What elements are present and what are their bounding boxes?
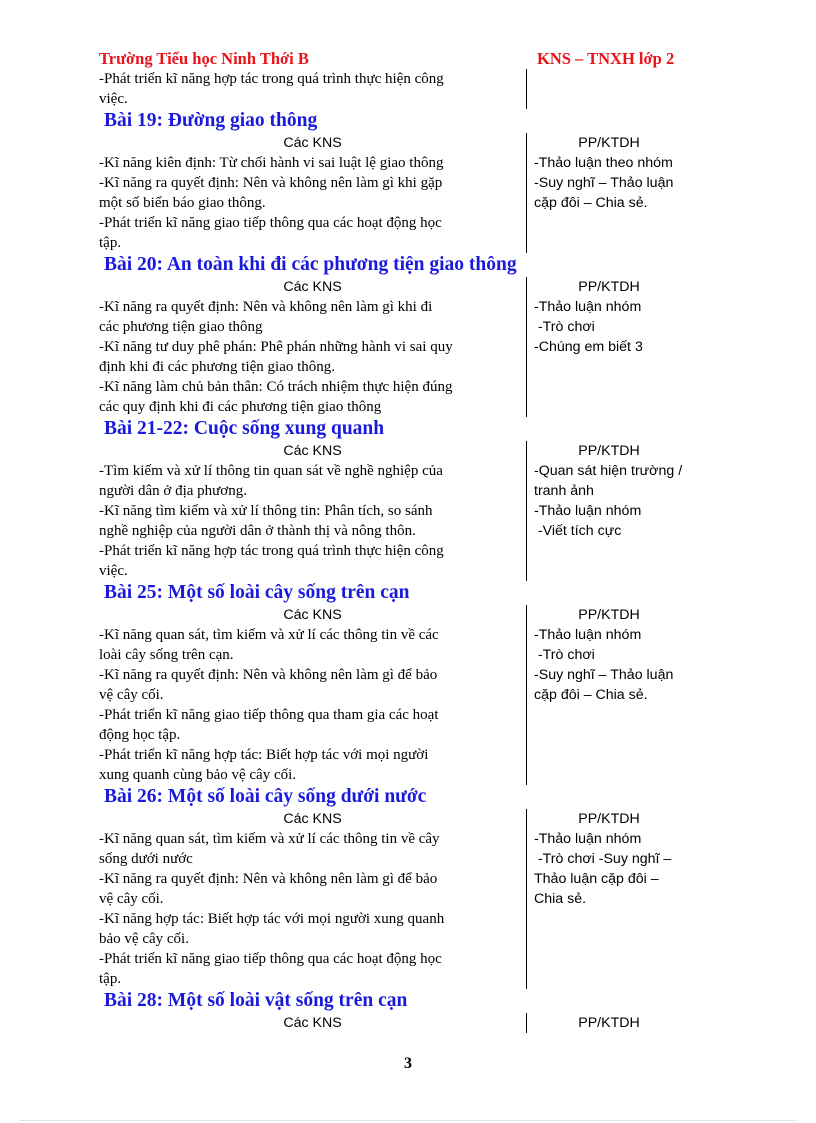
method-line: -Thảo luận nhóm: [534, 831, 642, 847]
method-column-header: PP/KTDH: [578, 811, 640, 827]
method-column-header: PP/KTDH: [578, 443, 640, 459]
kns-line: -Kĩ năng quan sát, tìm kiếm và xử lí các thông tin về cây: [99, 831, 440, 847]
kns-line: -Phát triển kĩ năng hợp tác trong quá trình thực hiện công: [99, 71, 444, 87]
method-line: -Chúng em biết 3: [534, 339, 643, 355]
lesson-content: [0, 69, 816, 1033]
kns-line: người dân ở địa phương.: [99, 483, 247, 499]
method-line: Thảo luận cặp đôi –: [534, 871, 659, 887]
kns-line: -Kĩ năng tìm kiếm và xử lí thông tin: Phân tích, so sánh: [99, 503, 433, 519]
method-line: cặp đôi – Chia sẻ.: [534, 195, 648, 211]
kns-line: -Kĩ năng hợp tác: Biết hợp tác với mọi người xung quanh: [99, 911, 445, 927]
method-line: -Trò chơi -Suy nghĩ –: [534, 851, 672, 867]
school-name: Trường Tiểu học Ninh Thới B: [99, 49, 309, 68]
kns-line: các phương tiện giao thông: [99, 319, 263, 335]
kns-line: việc.: [99, 91, 128, 107]
lesson-title: Bài 28: Một số loài vật sống trên cạn: [104, 990, 408, 1011]
subject-title: KNS – TNXH lớp 2: [537, 49, 675, 68]
kns-line: sống dưới nước: [99, 851, 193, 867]
kns-column-header: Các KNS: [283, 811, 342, 827]
kns-line: vệ cây cối.: [99, 687, 164, 703]
lesson-title: Bài 20: An toàn khi đi các phương tiện giao thông: [104, 254, 517, 275]
kns-column-header: Các KNS: [283, 607, 342, 623]
method-line: -Thảo luận nhóm: [534, 299, 642, 315]
kns-column: [99, 69, 527, 109]
method-column: [527, 809, 704, 989]
kns-line: loài cây sống trên cạn.: [99, 647, 234, 663]
method-column: [527, 605, 704, 785]
method-column: [527, 441, 704, 581]
kns-line: -Phát triển kĩ năng hợp tác: Biết hợp tác với mọi người: [99, 747, 429, 763]
kns-line: -Kĩ năng ra quyết định: Nên và không nên làm gì để bảo: [99, 667, 438, 683]
kns-column-header: Các KNS: [283, 279, 342, 295]
method-column: [527, 1013, 704, 1033]
method-column: [527, 69, 704, 109]
method-column-header: PP/KTDH: [578, 1015, 640, 1031]
kns-column: [99, 809, 527, 989]
kns-line: các quy định khi đi các phương tiện giao thông: [99, 399, 382, 415]
kns-line: -Kĩ năng tư duy phê phán: Phê phán những hành vi sai quy: [99, 339, 453, 355]
lesson-table: [0, 133, 816, 253]
kns-column: [99, 1013, 527, 1033]
method-line: -Suy nghĩ – Thảo luận: [534, 175, 674, 191]
lesson-table: [0, 605, 816, 785]
page-divider: [20, 1120, 796, 1121]
kns-line: việc.: [99, 563, 128, 579]
method-line: -Thảo luận theo nhóm: [534, 155, 673, 171]
lesson-table: [0, 277, 816, 417]
method-line: Chia sẻ.: [534, 891, 587, 907]
method-line: -Suy nghĩ – Thảo luận: [534, 667, 674, 683]
kns-line: -Kĩ năng ra quyết định: Nên và không nên làm gì để bảo: [99, 871, 438, 887]
kns-line: động học tập.: [99, 727, 181, 743]
method-column: [527, 133, 704, 253]
kns-line: bảo vệ cây cối.: [99, 931, 189, 947]
method-line: -Thảo luận nhóm: [534, 627, 642, 643]
method-line: -Trò chơi: [534, 319, 595, 335]
kns-column: [99, 441, 527, 581]
method-column-header: PP/KTDH: [578, 279, 640, 295]
kns-line: tập.: [99, 971, 122, 987]
kns-line: định khi đi các phương tiện giao thông.: [99, 359, 336, 375]
kns-column: [99, 605, 527, 785]
lesson-table: [0, 1013, 816, 1033]
kns-line: -Phát triển kĩ năng giao tiếp thông qua các hoạt động học: [99, 215, 442, 231]
kns-column-header: Các KNS: [283, 135, 342, 151]
kns-line: -Tìm kiếm và xử lí thông tin quan sát về nghề nghiệp của: [99, 463, 443, 479]
lesson-table: [0, 69, 816, 109]
lesson-title: Bài 21-22: Cuộc sống xung quanh: [104, 418, 385, 439]
lesson-table: [0, 441, 816, 581]
kns-line: nghề nghiệp của người dân ở thành thị và nông thôn.: [99, 523, 416, 539]
method-column: [527, 277, 704, 417]
method-line: -Thảo luận nhóm: [534, 503, 642, 519]
page-header: [99, 49, 699, 71]
method-column-header: PP/KTDH: [578, 607, 640, 623]
kns-line: -Kĩ năng kiên định: Từ chối hành vi sai luật lệ giao thông: [99, 155, 444, 171]
lesson-title: Bài 25: Một số loài cây sống trên cạn: [104, 582, 410, 603]
method-line: tranh ảnh: [534, 483, 594, 499]
kns-line: -Kĩ năng làm chủ bản thân: Có trách nhiệm thực hiện đúng: [99, 379, 453, 395]
method-line: -Trò chơi: [534, 647, 595, 663]
method-column-header: PP/KTDH: [578, 135, 640, 151]
method-line: -Viết tích cực: [534, 523, 622, 539]
kns-column-header: Các KNS: [283, 443, 342, 459]
kns-line: -Phát triển kĩ năng hợp tác trong quá trình thực hiện công: [99, 543, 444, 559]
method-line: cặp đôi – Chia sẻ.: [534, 687, 648, 703]
lesson-table: [0, 809, 816, 989]
kns-line: một số biển báo giao thông.: [99, 195, 266, 211]
kns-line: -Phát triển kĩ năng giao tiếp thông qua tham gia các hoạt: [99, 707, 439, 723]
kns-column-header: Các KNS: [283, 1015, 342, 1031]
kns-line: -Kĩ năng ra quyết định: Nên và không nên làm gì khi gặp: [99, 175, 443, 191]
kns-line: -Kĩ năng quan sát, tìm kiếm và xử lí các thông tin về các: [99, 627, 439, 643]
kns-line: tập.: [99, 235, 122, 251]
method-line: -Quan sát hiện trường /: [534, 463, 683, 479]
kns-line: xung quanh cùng bảo vệ cây cối.: [99, 767, 297, 783]
kns-column: [99, 277, 527, 417]
kns-line: -Phát triển kĩ năng giao tiếp thông qua các hoạt động học: [99, 951, 442, 967]
lesson-title: Bài 26: Một số loài cây sống dưới nước: [104, 786, 427, 807]
kns-column: [99, 133, 527, 253]
kns-line: vệ cây cối.: [99, 891, 164, 907]
page-number: 3: [404, 1055, 412, 1072]
lesson-title: Bài 19: Đường giao thông: [104, 110, 318, 131]
kns-line: -Kĩ năng ra quyết định: Nên và không nên làm gì khi đi: [99, 299, 433, 315]
